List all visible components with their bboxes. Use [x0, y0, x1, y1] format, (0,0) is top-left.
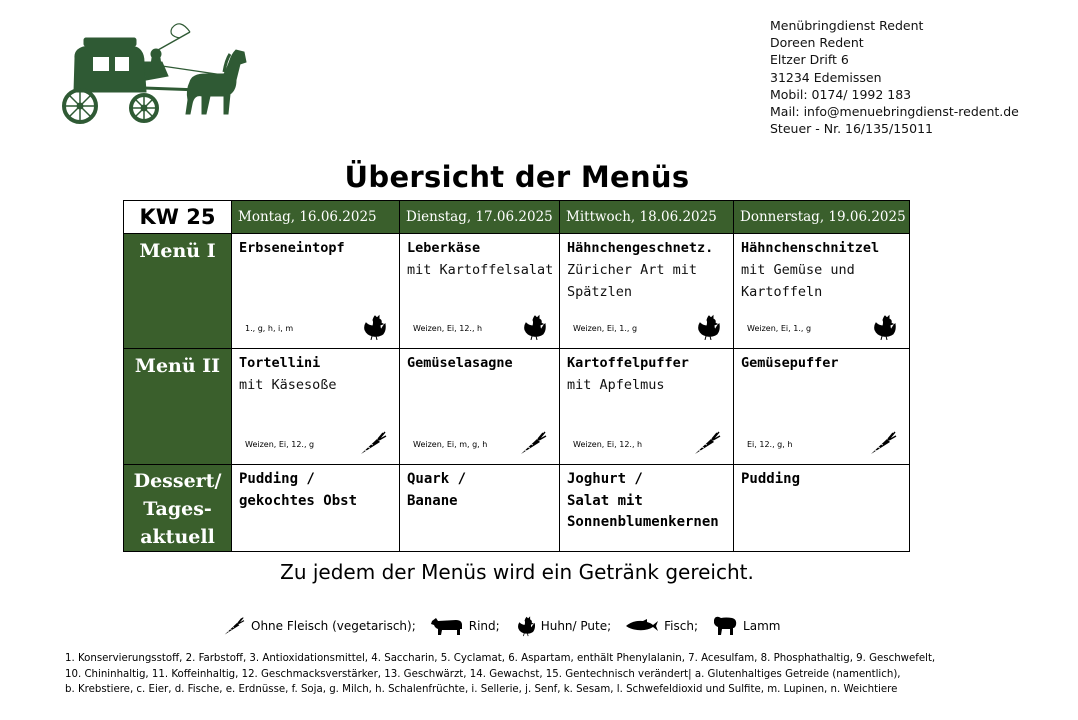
- page-title: Übersicht der Menüs: [344, 160, 690, 194]
- day-header: Montag, 16.06.2025: [232, 201, 400, 234]
- dessert-cell: Pudding: [734, 465, 910, 552]
- chicken-icon: [693, 314, 721, 340]
- footnote-line: 10. Chininhaltig, 11. Koffeinhaltig, 12. Geschmacksverstärker, 13. Geschwärzt, 14. Gewachst, 15. Gentechnisch verändert| a. Glutenhaltiges Getreide (namentlich),: [65, 668, 901, 680]
- chicken-icon: [359, 314, 387, 340]
- drink-note: Zu jedem der Menüs wird ein Getränk gereicht.: [280, 560, 754, 584]
- dish-description: Züricher Art mit Spätzlen: [567, 262, 698, 300]
- dish-cell: [560, 349, 734, 465]
- contact-tax: Steuer - Nr. 16/135/15011: [770, 121, 933, 137]
- allergen-codes: Weizen, Ei, 12., h: [413, 324, 483, 333]
- dessert-cell: Joghurt / Salat mit Sonnenblumenkernen: [560, 465, 734, 552]
- chicken-icon: [514, 615, 536, 637]
- allergen-codes: Weizen, Ei, 12., g: [245, 440, 315, 449]
- dish-description: mit Käsesoße: [239, 377, 337, 393]
- row-label-menu2: Menü II: [124, 349, 232, 465]
- carrot-icon: [693, 430, 721, 456]
- row-label-menu1: Menü I: [124, 234, 232, 349]
- footnote-line: b. Krebstiere, c. Eier, d. Fische, e. Erdnüsse, f. Soja, g. Milch, h. Schalenfrüchte, i. Sellerie, j. Senf, k. Sesam, l. Schwefeldioxid und Sulfite, m. Lupinen, n. Weichtiere: [65, 684, 898, 695]
- dish-description: mit Apfelmus: [567, 377, 665, 393]
- contact-mail: Mail: info@menuebringdienst-redent.de: [770, 104, 1019, 120]
- dish-name: Gemüsepuffer: [741, 355, 839, 371]
- dish-cell: [560, 234, 734, 349]
- legend-label: Rind;: [468, 619, 500, 633]
- carrot-icon: [869, 430, 897, 456]
- contact-mobile: Mobil: 0174/ 1992 183: [770, 86, 912, 102]
- dish-name: Kartoffelpuffer: [567, 355, 689, 371]
- dessert-cell: Quark / Banane: [400, 465, 560, 552]
- legend-label: Lamm: [743, 619, 781, 633]
- dish-name: Leberkäse: [407, 240, 481, 256]
- carriage-logo: [40, 10, 260, 135]
- menu-table: [123, 200, 910, 552]
- menu1-row: [124, 234, 910, 349]
- chicken-icon: [869, 314, 897, 340]
- allergen-codes: Ei, 12., g, h: [747, 440, 793, 449]
- legend-item-fish: [625, 618, 698, 634]
- carrot-icon: [359, 430, 387, 456]
- legend-item-poultry: [514, 615, 611, 637]
- dish-cell: [734, 234, 910, 349]
- carrot-icon: [519, 430, 547, 456]
- icon-legend: [222, 615, 794, 637]
- day-header: Donnerstag, 19.06.2025: [734, 201, 910, 234]
- dish-cell: [400, 349, 560, 465]
- dish-name: Erbseneintopf: [239, 240, 345, 256]
- dish-name: Hähnchenschnitzel: [741, 240, 880, 256]
- allergen-codes: 1., g, h, i, m: [245, 324, 294, 333]
- company-name: Menübringdienst Redent: [770, 18, 924, 33]
- dish-cell: [400, 234, 560, 349]
- legend-item-vegetarian: [222, 616, 416, 636]
- carrot-icon: [222, 616, 246, 636]
- legend-item-lamb: [712, 615, 780, 637]
- header-row: [124, 201, 910, 234]
- row-label-dessert: Dessert/ Tages- aktuell: [124, 465, 232, 552]
- legend-label: Huhn/ Pute;: [540, 619, 612, 633]
- fish-icon: [625, 618, 659, 634]
- dish-name: Hähnchengeschnetz.: [567, 240, 714, 256]
- contact-name: Doreen Redent: [770, 35, 864, 51]
- allergen-codes: Weizen, Ei, 1., g: [573, 324, 638, 333]
- legend-label: Ohne Fleisch (vegetarisch);: [251, 619, 416, 633]
- cow-icon: [430, 615, 464, 637]
- week-label: KW 25: [124, 201, 232, 234]
- dish-name: Gemüselasagne: [407, 355, 513, 371]
- menu2-row: [124, 349, 910, 465]
- contact-city: 31234 Edemissen: [770, 69, 882, 85]
- dessert-row: [124, 465, 910, 552]
- footnote-line: 1. Konservierungsstoff, 2. Farbstoff, 3. Antioxidationsmittel, 4. Saccharin, 5. Cyclamat, 6. Aspartam, enthält Phenylalanin, 7. Acesulfam, 8. Phosphathaltig, 9. Geschwefelt,: [65, 653, 936, 664]
- day-header: Dienstag, 17.06.2025: [400, 201, 560, 234]
- allergen-codes: Weizen, Ei, 12., h: [573, 440, 643, 449]
- dessert-cell: Pudding / gekochtes Obst: [232, 465, 400, 552]
- dish-description: mit Gemüse und Kartoffeln: [741, 262, 855, 300]
- sheep-icon: [712, 615, 738, 637]
- dish-name: Tortellini: [239, 355, 321, 371]
- allergen-codes: Weizen, Ei, 1., g: [747, 324, 812, 333]
- dish-cell: [232, 349, 400, 465]
- day-header: Mittwoch, 18.06.2025: [560, 201, 734, 234]
- legend-item-beef: [430, 615, 500, 637]
- contact-street: Eltzer Drift 6: [770, 52, 849, 68]
- allergen-codes: Weizen, Ei, m, g, h: [413, 440, 488, 449]
- legend-label: Fisch;: [664, 619, 699, 633]
- dish-cell: [232, 234, 400, 349]
- chicken-icon: [519, 314, 547, 340]
- contact-block: [770, 17, 1019, 137]
- dish-cell: [734, 349, 910, 465]
- dish-description: mit Kartoffelsalat: [407, 262, 554, 278]
- additive-footnotes: [65, 651, 1055, 698]
